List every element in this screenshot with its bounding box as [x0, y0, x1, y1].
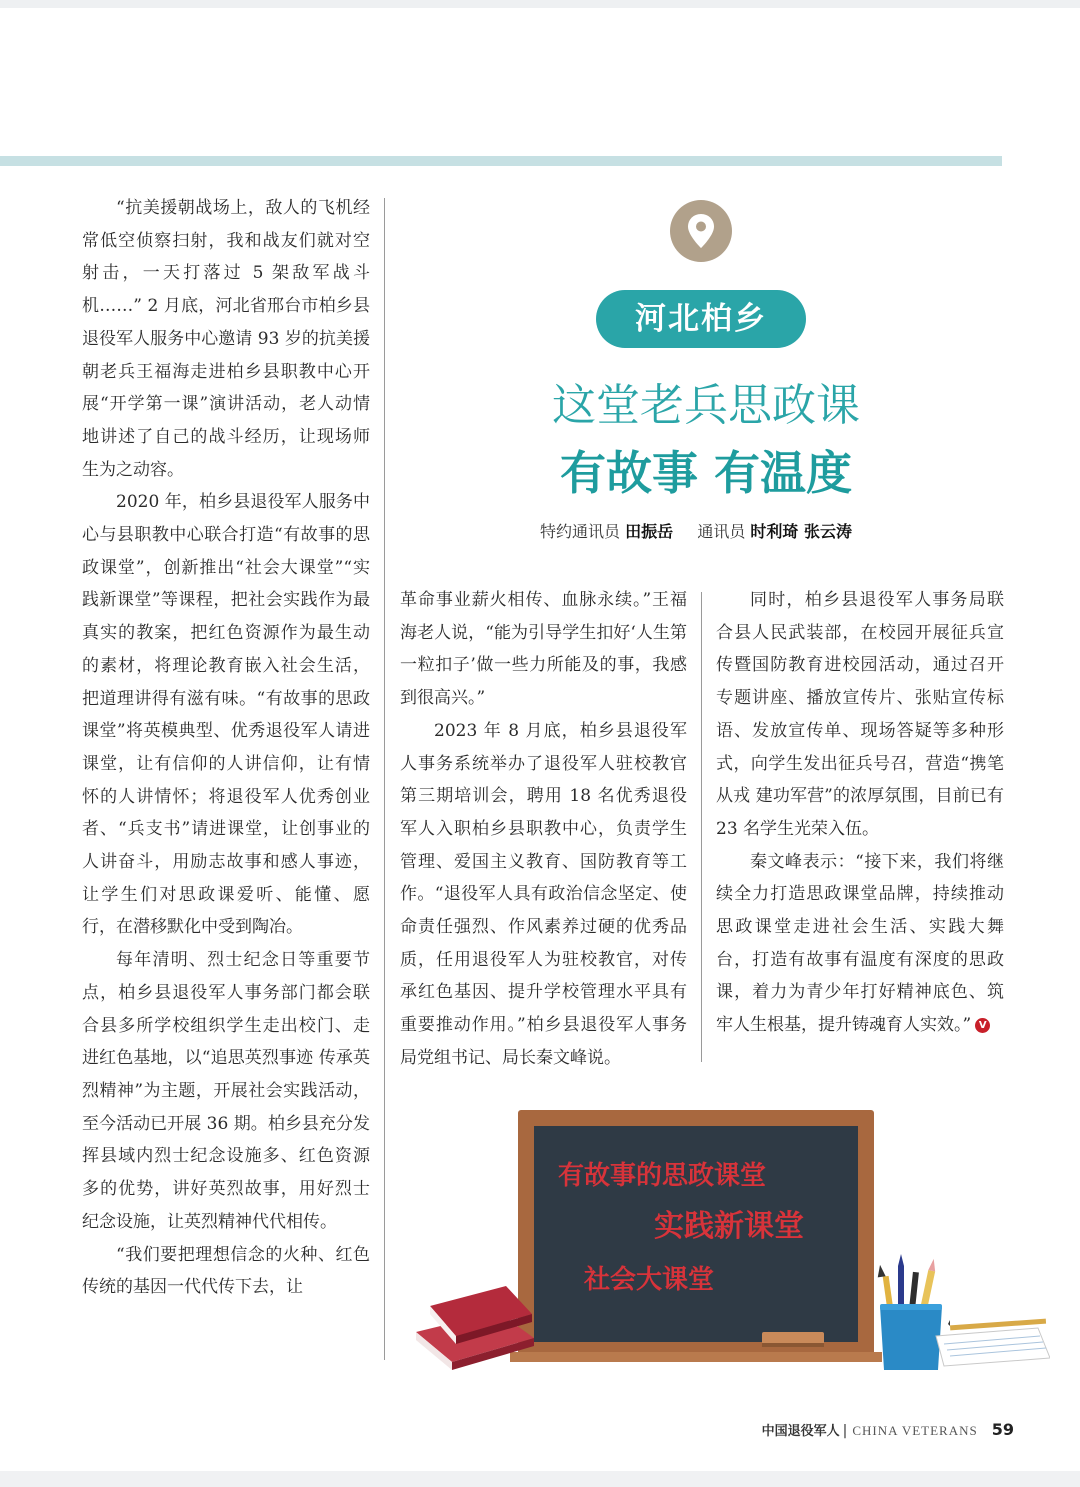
article-column-1: [82, 192, 370, 1304]
location-pin-icon: [670, 200, 732, 262]
magazine-name-en: CHINA VETERANS: [852, 1423, 978, 1438]
blackboard-line-1: 有故事的思政课堂: [558, 1161, 767, 1191]
blackboard-illustration: [410, 1100, 1050, 1376]
magazine-name-cn: 中国退役军人: [761, 1424, 840, 1439]
top-strip: [0, 0, 1080, 8]
header-band: [0, 156, 1002, 166]
paragraph: 每年清明、烈士纪念日等重要节点，柏乡县退役军人事务部门都会联合县多所学校组织学生走出校门、走进红色基地，以“追思英烈事迹 传承英烈精神”为主题，开展社会实践活动，至今活动已开展 36 期。柏乡县充分发挥县域内烈士纪念设施多、红色资源多的优势，讲好英烈故事，用好烈士纪念设施，让英烈精神代代相传。: [82, 950, 370, 1232]
paragraph: 革命事业薪火相传、血脉永续。”王福海老人说，“能为引导学生扣好‘人生第一粒扣子’做一些力所能及的事，我感到很高兴。”: [400, 590, 687, 709]
article-column-3: [716, 584, 1004, 1042]
byline-role: 特约通讯员: [540, 522, 621, 541]
blackboard-line-2: 实践新课堂: [654, 1209, 804, 1244]
notepad-icon: [936, 1319, 1050, 1366]
byline-name: 时利琦 张云涛: [750, 522, 852, 541]
page-number: 59: [991, 1420, 1014, 1439]
paragraph: 2020 年，柏乡县退役军人服务中心与县职教中心联合打造“有故事的思政课堂”，创新推出“社会大课堂”“实践新课堂”等课程，把社会实践作为最真实的教案，把红色资源作为最生动的素材，将理论教育嵌入社会生活，把道理讲得有滋有味。“有故事的思政课堂”将英模典型、优秀退役军人请进课堂，让有信仰的人讲信仰，让有情怀的人讲情怀；将退役军人优秀创业者、“兵支书”请进课堂，让创事业的人讲奋斗，用励志故事和感人事迹，让学生们对思政课爱听、能懂、愿行，在潜移默化中受到陶冶。: [82, 492, 370, 938]
paragraph: “我们要把理想信念的火种、红色传统的基因一代代传下去，让: [82, 1244, 370, 1298]
blackboard-line-3: 社会大课堂: [584, 1265, 715, 1295]
chalk-ledge: [510, 1352, 882, 1362]
byline-role: 通讯员: [697, 522, 746, 541]
paragraph: [716, 846, 1004, 1042]
byline-name: 田振岳: [625, 522, 674, 541]
end-mark-icon: V: [975, 1018, 990, 1033]
byline: [540, 518, 880, 546]
pencil-cup-icon: [876, 1254, 942, 1370]
paragraph: 2023 年 8 月底，柏乡县退役军人事务系统举办了退役军人驻校教官第三期培训会，聘用 18 名优秀退役军人入职柏乡县职教中心，负责学生管理、爱国主义教育、国防教育等工作。“退役军人具有政治信念坚定、使命责任强烈、作风素养过硬的优秀品质，任用退役军人为驻校教官，对传承红色基因、提升学校管理水平具有重要推动作用。”柏乡县退役军人事务局党组书记、局长秦文峰说。: [400, 720, 687, 1068]
column-divider: [701, 592, 702, 1062]
paragraph: 同时，柏乡县退役军人事务局联合县人民武装部，在校园开展征兵宣传暨国防教育进校园活动，通过召开专题讲座、播放宣传片、张贴宣传标语、发放宣传单、现场答疑等多种形式，向学生发出征兵号召，营造“携笔从戎 建功军营”的浓厚氛围，目前已有 23 名学生光荣入伍。: [716, 590, 1004, 839]
bottom-strip: [0, 1471, 1080, 1487]
paragraph: “抗美援朝战场上，敌人的飞机经常低空侦察扫射，我和战友们就对空射击，一天打落过 5 架敌军战斗机……” 2 月底，河北省邢台市柏乡县退役军人服务中心邀请 93 岁的抗美援朝老兵王福海走进柏乡县职教中心开展“开学第一课”演讲活动，老人动情地讲述了自己的战斗经历，让现场师生为之动容。: [82, 198, 370, 480]
page-footer: [762, 1420, 1014, 1439]
footer-separator: |: [842, 1423, 848, 1439]
article-subtitle: 有故事 有温度: [559, 446, 852, 500]
article-title: 这堂老兵思政课: [552, 380, 860, 431]
location-label: 河北柏乡: [596, 290, 806, 348]
paragraph-text: 秦文峰表示：“接下来，我们将继续全力打造思政课堂品牌，持续推动思政课堂走进社会生活、实践大舞台，打造有故事有温度有深度的思政课，着力为青少年打好精神底色、筑牢人生根基，提升铸魂育人实效。”: [716, 851, 1004, 1036]
article-column-2: [400, 584, 687, 1075]
column-divider: [384, 198, 385, 1360]
